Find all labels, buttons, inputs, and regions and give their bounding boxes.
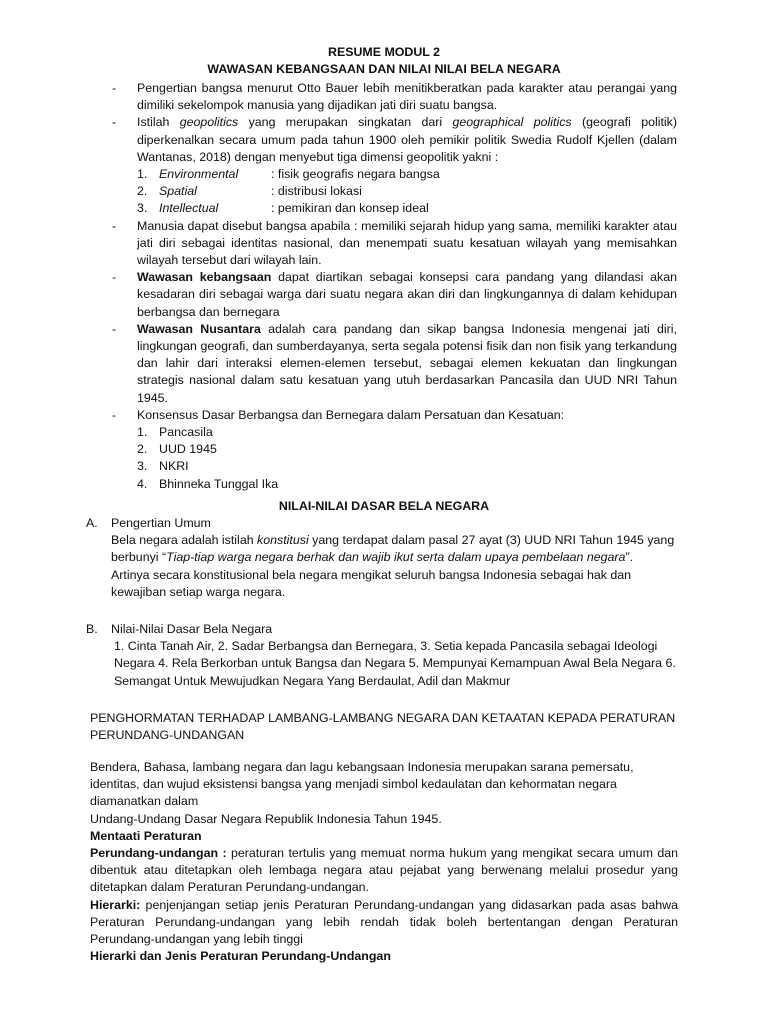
section-a-heading: A. Pengertian Umum [86,516,211,530]
bullet-item: - Wawasan kebangsaan dapat diartikan sebagai konsepsi cara pandang yang dilandasi akan kesadaran diri sebagai warga dari suatu negara akan diri dan lingkungannya di dalam kehidupan berbangsa dan bernegara [112,270,677,319]
definition-hierarki: Hierarki: penjenjangan setiap jenis Peraturan Perundang-undangan yang didasarkan pada asas bahwa Peraturan Perundang-undangan yang lebih rendah tidak boleh bertentangan dengan Peraturan Perundang-undangan yang lebih tinggi [90,897,678,947]
bullet-item: - Istilah geopolitics yang merupakan singkatan dari geographical politics (geografi politik) diperkenalkan secara umum pada tahun 1900 oleh pemikir politik Swedia Rudolf Kjellen (dalam Wantanas, 2018) dengan menyebut tiga dimensi geopolitik yakni : [112,115,678,164]
section-title-penghormatan: PENGHORMATAN TERHADAP LAMBANG-LAMBANG NEGARA DAN KETAATAN KEPADA PERATURAN PERUNDANG-UNDANGAN [90,711,676,743]
heading-mentaati: Mentaati Peraturan [90,828,202,843]
section-a [86,515,678,601]
consensus-item: 1. Pancasila [137,425,213,440]
consensus-item: 3. NKRI [137,459,189,474]
paragraph-lambang: Bendera, Bahasa, lambang negara dan lagu kebangsaan Indonesia merupakan sarana pemersatu, identitas, dan wujud eksistensi bangsa yang menjadi simbol kedaulatan dan kehormatan negara diamanatkan dalam [90,760,634,809]
section-b-heading: B. Nilai-Nilai Dasar Bela Negara [86,622,273,636]
consensus-item: 2. UUD 1945 [137,442,217,457]
dimension-item: 1. Environmental : fisik geografis negara bangsa [137,167,440,182]
definition-perundang: Perundang-undangan : peraturan tertulis yang memuat norma hukum yang mengikat secara umum dan dibentuk atau ditetapkan oleh lembaga negara atau pejabat yang berwenang melalui prosedur yang ditetapkan dalam Peraturan Perundang-undangan. [90,846,678,895]
section-b-values: 1. Cinta Tanah Air, 2. Sadar Berbangsa dan Bernegara, 3. Setia kepada Pancasila sebagai Ideologi Negara 4. Rela Berkorban untuk Bangsa dan Negara 5. Mempunyai Kemampuan Awal Bela Negara 6. Semangat Untuk Mewujudkan Negara Yang Berdaulat, Adil dan Makmur [114,639,676,688]
consensus-list [112,424,677,493]
dimension-item: 2. Spatial : distribusi lokasi [137,184,362,199]
doc-title: RESUME MODUL 2 [328,45,440,59]
dimension-list [112,166,677,218]
bullet-item: - Konsensus Dasar Berbangsa dan Bernegara dalam Persatuan dan Kesatuan: [112,407,565,422]
consensus-item: 4. Bhinneka Tunggal Ika [137,476,279,491]
heading-hierarki-jenis: Hierarki dan Jenis Peraturan Perundang-Undangan [90,949,391,964]
bullet-list [112,80,677,493]
paragraph-uud: Undang-Undang Dasar Negara Republik Indonesia Tahun 1945. [90,811,442,826]
section-a-paragraph-1: Bela negara adalah istilah konstitusi yang terdapat dalam pasal 27 ayat (3) UUD NRI Tahun 1945 yang berbunyi “Tiap-tiap warga negara berhak dan wajib ikut serta dalam upaya pembelaan negara”. [111,533,675,565]
section-title-bela-negara: NILAI-NILAI DASAR BELA NEGARA [278,499,490,513]
section-b [86,621,678,690]
bullet-item: - Manusia dapat disebut bangsa apabila : memiliki sejarah hidup yang sama, memiliki karakter atau jati diri sebagai identitas nasional, dan menempati suatu kesatuan wilayah yang memisahkan wilayah tersebut dari wilayah lain. [112,218,677,268]
bullet-item: - Pengertian bangsa menurut Otto Bauer lebih menitikberatkan pada karakter atau perangai yang dimiliki sekelompok manusia yang dijadikan jati diri suatu bangsa. [112,81,677,113]
dimension-item: 3. Intellectual : pemikiran dan konsep ideal [137,201,429,216]
doc-subtitle: WAWASAN KEBANGSAAN DAN NILAI NILAI BELA NEGARA [207,62,561,76]
bullet-item: - Wawasan Nusantara adalah cara pandang dan sikap bangsa Indonesia mengenai jati diri, lingkungan geografi, dan sumberdayanya, serta segala potensi fisik dan non fisik yang terkandung dan lahir dari interaksi elemen-elemen tersebut, sebagai elemen kekuatan dan lingkungan strategis nasional dalam satu kesatuan yang utuh berdasarkan Pancasila dan UUD NRI Tahun 1945. [112,321,677,405]
penghormatan-content [90,759,678,965]
section-a-paragraph-2: Artinya secara konstitusional bela negara mengikat seluruh bangsa Indonesia sebagai hak dan kewajiban setiap warga negara. [111,567,632,599]
